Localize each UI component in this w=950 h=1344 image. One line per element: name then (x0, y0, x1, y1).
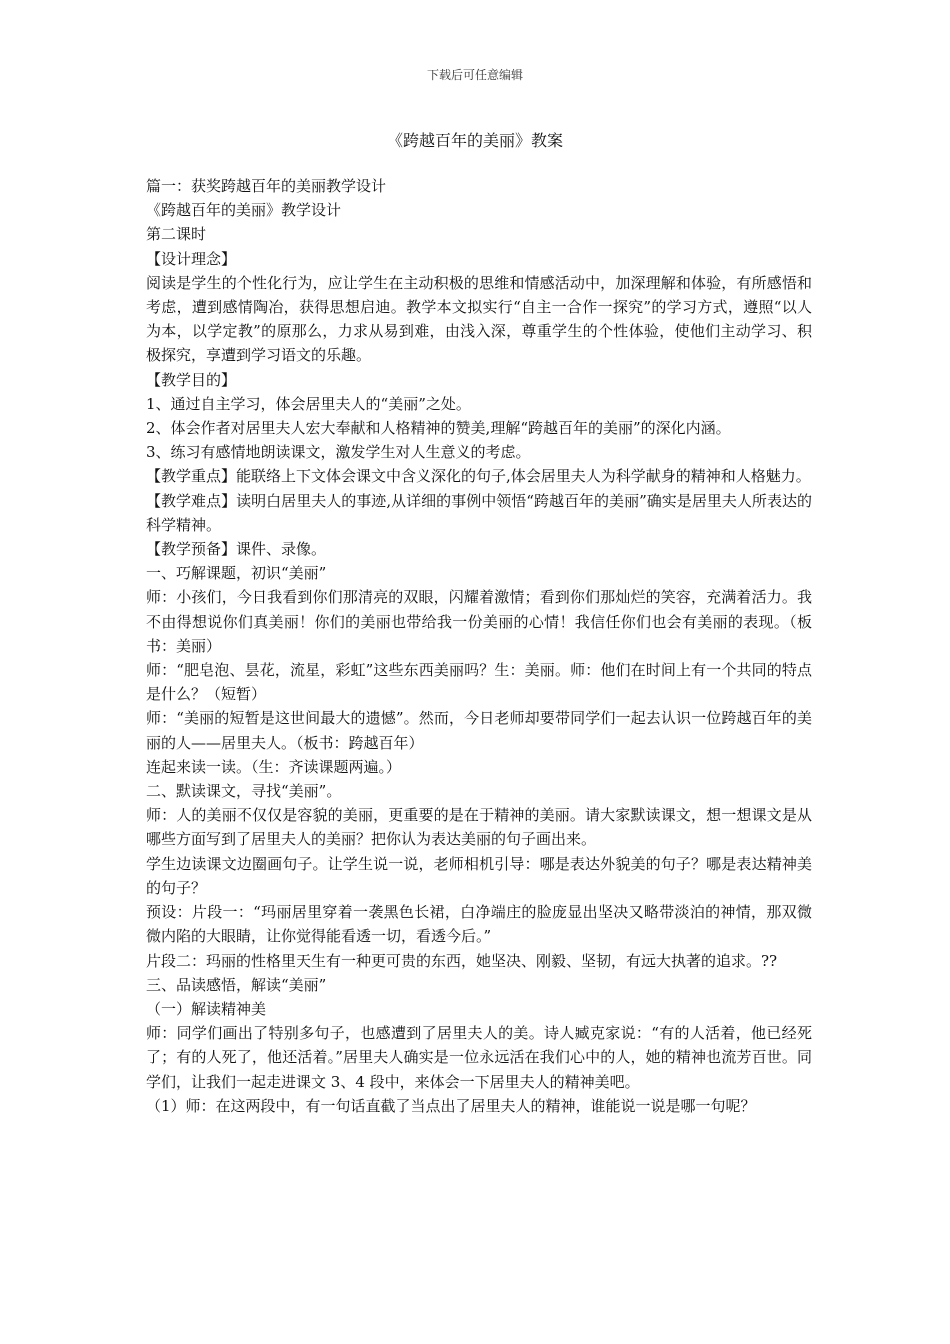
section-heading: 二、默读课文，寻找“美丽”。 (146, 782, 342, 801)
body-paragraph: 预设：片段一：“玛丽居里穿着一袭黑色长裙，白净端庄的脸庞显出坚决又略带淡泊的神情，那双微微内陷的大眼睛，让你觉得能看透一切，看透今后。” (146, 903, 812, 946)
body-paragraph: 师：人的美丽不仅仅是容貌的美丽，更重要的是在于精神的美丽。请大家默读课文，想一想课文是从哪些方面写到了居里夫人的美丽？把你认为表达美丽的句子画出来。 (146, 806, 812, 849)
body-paragraph: 师：“美丽的短暂是这世间最大的遗憾”。然而，今日老师却要带同学们一起去认识一位跨越百年的美丽的人——居里夫人。（板书：跨越百年） (146, 709, 812, 752)
body-paragraph: 师：“肥皂泡、昙花，流星，彩虹”这些东西美丽吗？生：美丽。师：他们在时间上有一个共同的特点是什么？（短暂） (146, 661, 812, 704)
body-paragraph: 2、体会作者对居里夫人宏大奉献和人格精神的赞美,理解“跨越百年的美丽”的深化内涵。 (146, 419, 731, 438)
body-paragraph: 【教学预备】课件、录像。 (146, 540, 327, 559)
body-paragraph: 连起来读一读。（生：齐读课题两遍。） (146, 757, 402, 776)
body-paragraph: （1）师：在这两段中，有一句话直截了当点出了居里夫人的精神，谁能说一说是哪一句呢？ (146, 1096, 756, 1115)
body-paragraph: 阅读是学生的个性化行为，应让学生在主动积极的思维和情感活动中，加深理解和体验，有所感悟和考虑，遭到感情陶冶，获得思想启迪。教学本文拟实行“自主一合作一探究”的学习方式，遵照“以人为本，以学定教”的原那么，力求从易到难，由浅入深，尊重学生的个性体验，使他们主动学习、积极探究，享遭到学习语文的乐趣。 (146, 273, 812, 365)
body-paragraph: 片段二：玛丽的性格里天生有一种更可贵的东西，她坚决、刚毅、坚韧，有远大执著的追求。?? (146, 951, 778, 970)
body-paragraph: 篇一：获奖跨越百年的美丽教学设计 (146, 177, 387, 195)
body-paragraph: 第二课时 (146, 225, 207, 244)
body-paragraph: 学生边读课文边圈画句子。让学生说一说，老师相机引导：哪是表达外貌美的句子？哪是表达精神美的句子？ (146, 854, 812, 897)
body-paragraph: 师：小孩们，今日我看到你们那清亮的双眼，闪耀着激情；看到你们那灿烂的笑容，充满着活力。我不由得想说你们真美丽！你们的美丽也带给我一份美丽的心情！我信任你们也会有美丽的表现。（板书：美丽） (146, 588, 812, 655)
header-note: 下载后可任意编辑 (426, 68, 523, 82)
body-paragraph: 【教学重点】能联络上下文体会课文中含义深化的句子,体会居里夫人为科学献身的精神和人格魅力。 (146, 467, 811, 486)
section-heading: 【设计理念】 (146, 249, 237, 268)
section-heading: 一、巧解课题，初识“美丽” (146, 564, 327, 583)
section-heading: 三、品读感悟，解读“美丽” (146, 975, 327, 994)
document-body (146, 174, 812, 1118)
section-heading: 【教学目的】 (146, 370, 237, 389)
document-title: 《跨越百年的美丽》教案 (386, 131, 563, 150)
body-paragraph: 1、通过自主学习，体会居里夫人的“美丽”之处。 (146, 394, 471, 413)
body-paragraph: 师：同学们画出了特别多句子，也感遭到了居里夫人的美。诗人臧克家说：“有的人活着，他已经死了；有的人死了，他还活着。”居里夫人确实是一位永远活在我们心中的人，她的精神也流芳百世。同学们，让我们一起走进课文 3、4 段中，来体会一下居里夫人的精神美吧。 (146, 1024, 812, 1091)
body-paragraph: 【教学难点】读明白居里夫人的事迹,从详细的事例中领悟“跨越百年的美丽”确实是居里夫人所表达的科学精神。 (146, 491, 812, 534)
body-paragraph: 3、练习有感情地朗读课文，激发学生对人生意义的考虑。 (146, 443, 531, 462)
body-paragraph: 《跨越百年的美丽》教学设计 (146, 201, 342, 220)
section-heading: （一）解读精神美 (146, 999, 267, 1018)
